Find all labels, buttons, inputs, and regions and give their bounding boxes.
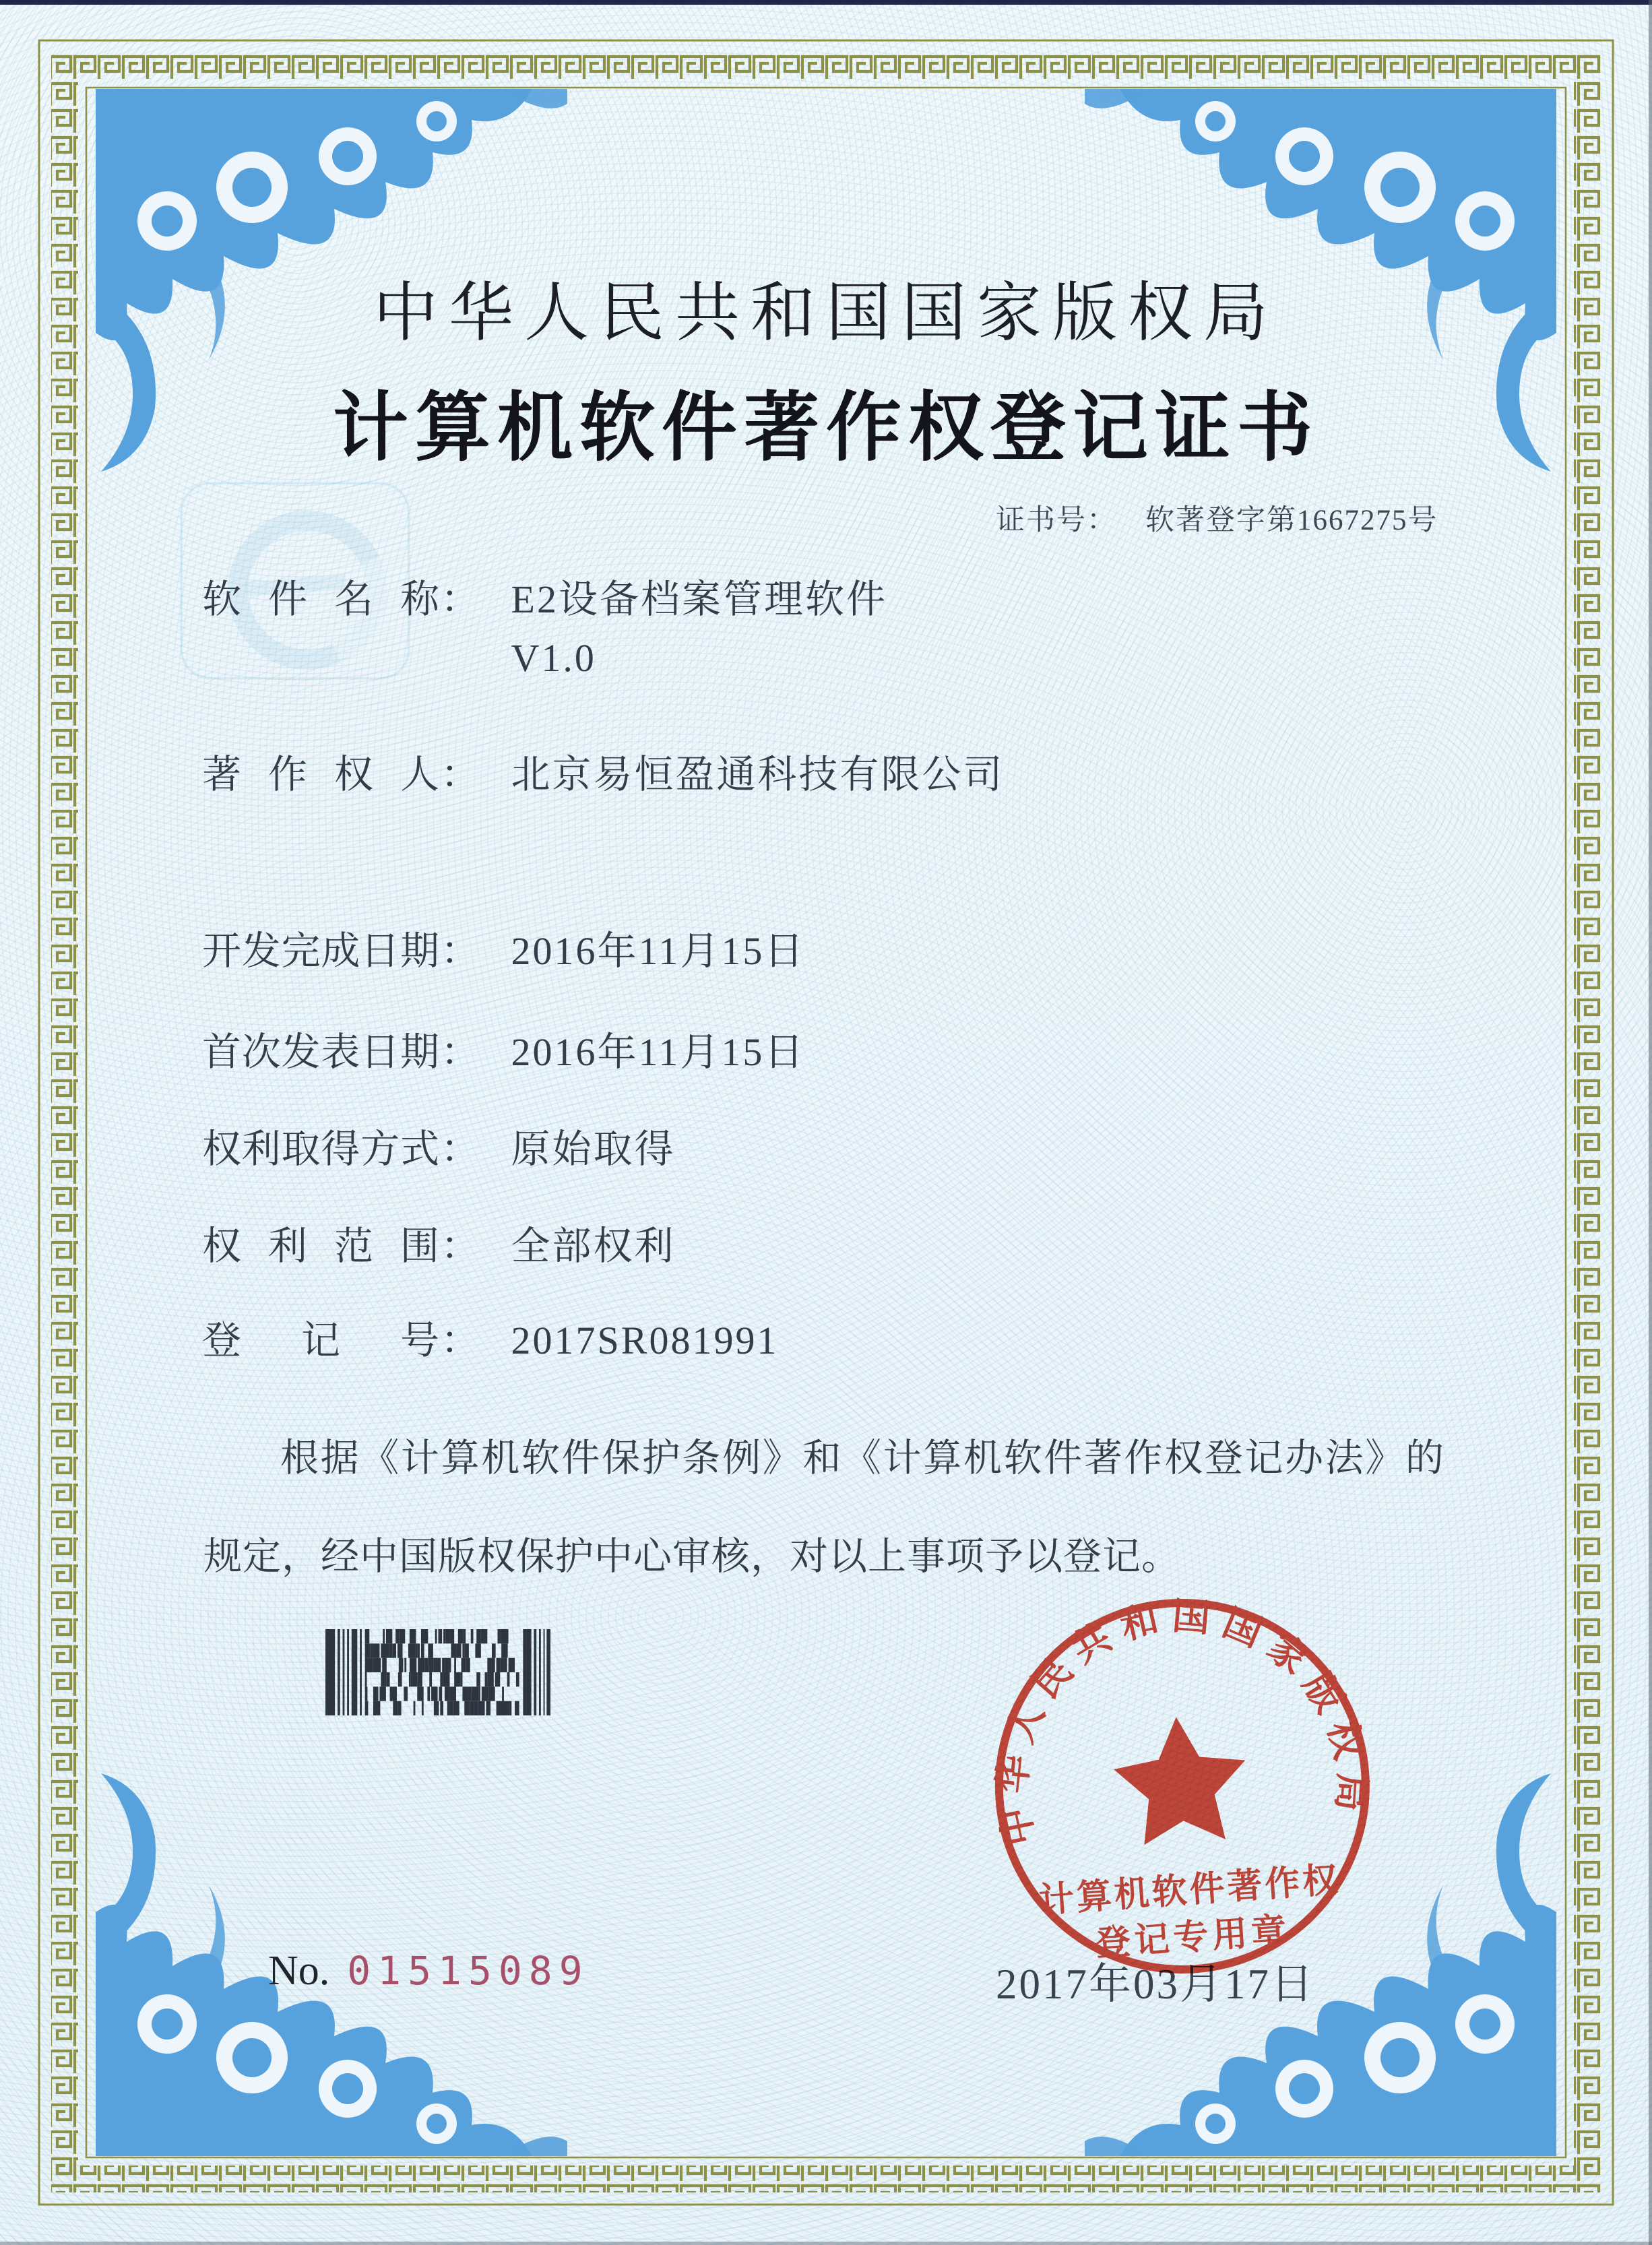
serial-number: 01515089 bbox=[347, 1948, 590, 1994]
field-row-rights-scope bbox=[202, 1217, 1482, 1275]
certificate-title: 计算机软件著作权登记证书 bbox=[333, 387, 1319, 470]
field-colon: ： bbox=[441, 753, 480, 796]
field-value bbox=[511, 570, 887, 687]
rights-acquisition: 原始取得 bbox=[511, 1127, 676, 1171]
software-version: V1.0 bbox=[511, 636, 596, 680]
registration-number: 2017SR081991 bbox=[511, 1319, 779, 1362]
field-label: 软件名称 bbox=[202, 577, 439, 621]
field-colon: ： bbox=[441, 577, 480, 621]
seal-line2: 登记专用章 bbox=[1093, 1911, 1292, 1964]
field-row-rights-acquisition bbox=[202, 1120, 1482, 1178]
scan-edge-bottom bbox=[0, 2242, 1652, 2245]
field-row-software-name bbox=[202, 570, 1482, 687]
barcode-image bbox=[325, 1629, 563, 1715]
serial-label: No. bbox=[268, 1948, 330, 1994]
serial-line bbox=[268, 1947, 590, 1995]
field-colon: ： bbox=[441, 1030, 480, 1074]
certificate-number-line bbox=[996, 497, 1438, 538]
certificate-number-label: 证书号： bbox=[996, 505, 1117, 536]
certificate-number-value: 软著登字第1667275号 bbox=[1145, 505, 1438, 536]
scan-edge-top bbox=[0, 0, 1652, 5]
seal-star-icon bbox=[1110, 1713, 1250, 1847]
issuer-title: 中华人民共和国国家版权局 bbox=[373, 277, 1279, 349]
software-name: E2设备档案管理软件 bbox=[511, 577, 887, 621]
field-row-dev-complete-date bbox=[202, 922, 1482, 980]
field-row-copyright-owner bbox=[202, 745, 1482, 804]
field-colon: ： bbox=[441, 929, 480, 973]
field-colon: ： bbox=[441, 1224, 480, 1268]
field-label: 著作权人 bbox=[202, 753, 439, 796]
barcode bbox=[325, 1629, 563, 1715]
field-label: 首次发表日期 bbox=[202, 1030, 439, 1074]
field-colon: ： bbox=[441, 1127, 480, 1171]
registration-statement: 根据《计算机软件保护条例》和《计算机软件著作权登记办法》的规定，经中国版权保护中心审核，对以上事项予以登记。 bbox=[203, 1437, 1444, 1578]
field-row-registration-number bbox=[202, 1311, 1482, 1370]
scan-edge-right bbox=[1649, 0, 1652, 2245]
field-colon: ： bbox=[441, 1319, 480, 1362]
official-seal bbox=[977, 1582, 1388, 1993]
seal-line1: 计算机软件著作权 bbox=[1038, 1861, 1342, 1921]
rights-scope: 全部权利 bbox=[511, 1224, 676, 1268]
field-row-first-publish-date bbox=[202, 1023, 1482, 1081]
seal-ring-text: 中华人民共和国国家版权局 bbox=[991, 1595, 1373, 1849]
dev-complete-date: 2016年11月15日 bbox=[511, 929, 806, 973]
first-publish-date: 2016年11月15日 bbox=[511, 1030, 806, 1074]
field-label: 登记号 bbox=[202, 1319, 439, 1362]
copyright-owner: 北京易恒盈通科技有限公司 bbox=[511, 753, 1005, 796]
seal-date: 2017年03月17日 bbox=[996, 1961, 1315, 2008]
field-label: 权利范围 bbox=[202, 1224, 439, 1268]
field-label: 权利取得方式 bbox=[202, 1127, 439, 1171]
field-label: 开发完成日期 bbox=[202, 929, 439, 973]
